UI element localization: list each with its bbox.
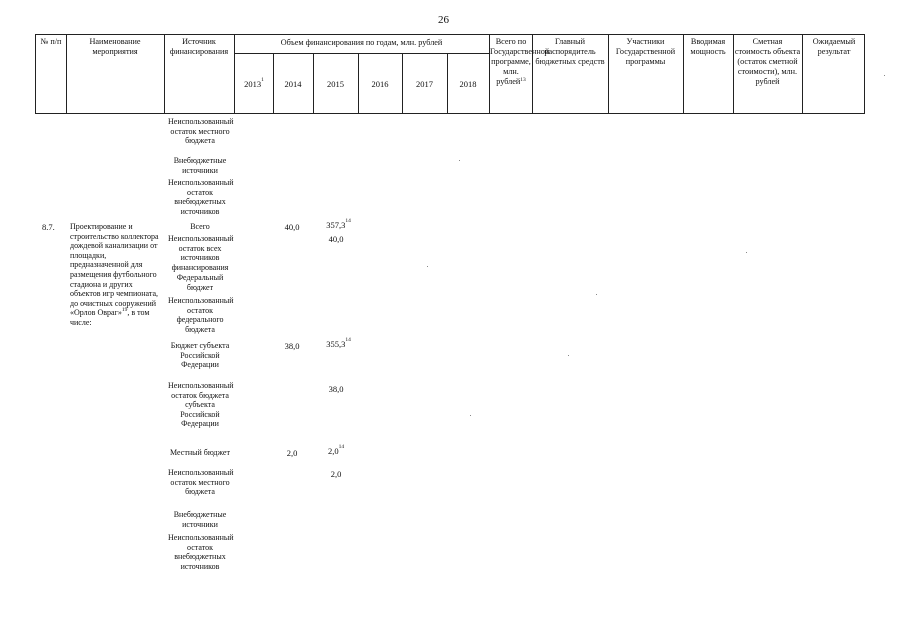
header-num: № п/п (40, 37, 62, 46)
source-item: Неиспользованный остаток местного бюджета (168, 117, 234, 146)
source-item: Всего (190, 222, 210, 231)
year-2014: 2014 (284, 79, 302, 89)
row-name: Проектирование и строительство коллектора дождевой канализации от площадки, предназначенной для размещения футбольного стадиона и других объектов игр чемпионата, до очистных сооружений «Орлов Овраг»$^{19}$, в том числе: (70, 222, 159, 327)
row-number: 8.7. (42, 222, 55, 232)
value-total-2014: 40,0 (284, 222, 300, 232)
source-item: Федеральный бюджет (176, 273, 224, 292)
source-item: Неиспользованный остаток внебюджетных источников (168, 178, 234, 216)
table-header (35, 34, 865, 114)
value-total-2015: 357,3$^{14}$ (326, 218, 351, 230)
header-manager: Главный распорядитель бюджетных средств (535, 37, 605, 66)
source-item: Неиспользованный остаток федерального бюджета (168, 296, 234, 334)
source-item: Местный бюджет (170, 448, 230, 457)
year-2013: 2013$^1$ (244, 77, 264, 89)
source-item: Внебюджетные источники (173, 510, 227, 529)
value-unused-all-2015: 40,0 (328, 234, 344, 244)
value-subject-2015: 355,3$^{14}$ (326, 337, 351, 349)
value-local-2014: 2,0 (286, 448, 298, 458)
source-item: Внебюджетные источники (173, 156, 227, 175)
header-capacity: Вводимая мощность (690, 37, 726, 56)
source-item: Неиспользованный остаток бюджета субъекта Российской Федерации (168, 381, 234, 429)
header-source: Источник финансирования (169, 37, 229, 56)
header-cost: Сметная стоимость объекта (остаток сметной стоимости), млн. рублей (734, 37, 801, 86)
header-name: Наименование мероприятия (89, 37, 141, 56)
source-item: Бюджет субъекта Российской Федерации (170, 341, 230, 370)
value-unused-local-2015: 2,0 (330, 469, 342, 479)
value-unused-subject-2015: 38,0 (328, 384, 344, 394)
year-2015: 2015 (327, 79, 344, 89)
year-2017: 2017 (416, 79, 433, 89)
value-local-2015: $2,0^{14}$ (327, 444, 345, 456)
source-item: Неиспользованный остаток внебюджетных источников (168, 533, 234, 571)
header-financing: Объем финансирования по годам, млн. рублей (280, 38, 443, 47)
header-participants: Участники Государственной программы (615, 37, 676, 66)
header-total: Всего по Государственной программе, млн. рублей$^{13}$ (490, 37, 550, 86)
year-2016: 2016 (371, 79, 389, 89)
value-subject-2014: 38,0 (284, 341, 300, 351)
source-item: Неиспользованный остаток всех источников финансирования (168, 234, 234, 272)
source-item: Неиспользованный остаток местного бюджета (168, 468, 234, 497)
header-result: Ожидаемый результат (812, 37, 856, 56)
page-number: 26 (438, 14, 449, 26)
year-2018: 2018 (459, 79, 477, 89)
